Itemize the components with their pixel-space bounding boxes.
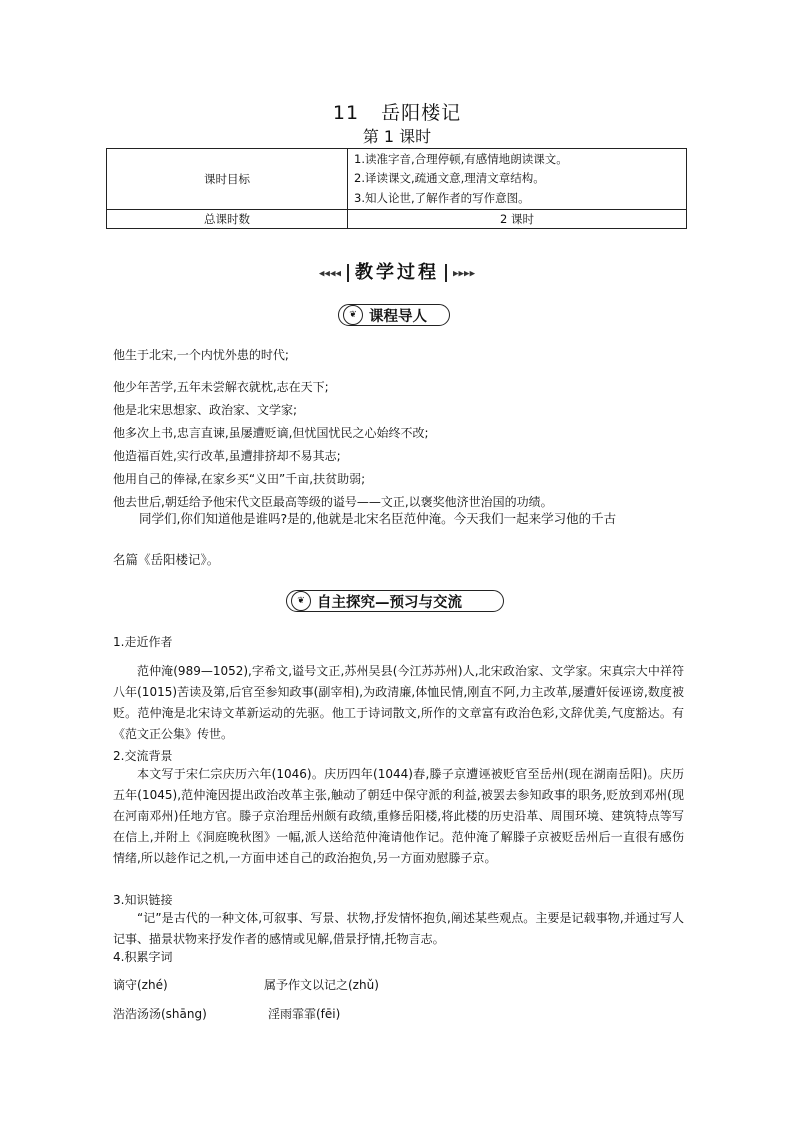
section-heading-author: 1.走近作者 xyxy=(113,635,173,649)
intro-line: 他是北宋思想家、政治家、文学家; xyxy=(113,403,298,417)
book-icon: ❦ xyxy=(291,591,311,611)
section-heading-vocab: 4.积累字词 xyxy=(113,950,173,964)
goal-label: 课时目标 xyxy=(107,149,348,210)
right-arrows-icon: ▸▸▸▸ xyxy=(453,266,476,280)
intro-line: 他少年苦学,五年未尝解衣就枕,志在天下; xyxy=(113,380,329,394)
vocab-item: 浩浩汤汤(shāng) xyxy=(113,1007,207,1021)
intro-question-end: 名篇《岳阳楼记》。 xyxy=(113,552,220,567)
goal-item: 1.读准字音,合理停顿,有感情地朗读课文。 xyxy=(354,151,568,166)
intro-line: 他多次上书,忠言直谏,虽屡遭贬谪,但忧国忧民之心始终不改; xyxy=(113,426,429,440)
vocab-item: 属予作文以记之(zhǔ) xyxy=(264,978,379,992)
intro-first-line: 他生于北宋,一个内忧外患的时代; xyxy=(113,348,289,362)
lesson-title xyxy=(0,98,794,125)
intro-pill-label: 课程导人 xyxy=(369,308,427,325)
knowledge-paragraph: “记”是古代的一种文体,可叙事、写景、状物,抒发情怀抱负,阐述某些观点。主要是记载事物,并通过写人记事、描景状物来抒发作者的感情或见解,借景抒情,托物言志。 xyxy=(113,911,684,946)
section-heading-knowledge: 3.知识链接 xyxy=(113,893,173,907)
goal-list xyxy=(348,149,687,210)
background-paragraph: 本文写于宋仁宗庆历六年(1046)。庆历四年(1044)春,滕子京遭诬被贬官至岳州(现在湖南岳阳)。庆历五年(1045),范仲淹因提出政治改革主张,触动了朝廷中保守派的利益,被罢去参知政事的职务,贬放到邓州(现在河南邓州)任地方官。滕子京治理岳州颇有政绩,重修岳阳楼,将此楼的历史沿革、周围环境、建筑特点等写在信上,并附上《洞庭晚秋图》一幅,派人送给范仲淹请他作记。范仲淹了解滕子京被贬岳州后一直很有感伤情绪,所以趁作记之机,一方面申述自己的政治抱负,另一方面劝慰滕子京。 xyxy=(113,767,684,865)
goal-item: 3.知人论世,了解作者的写作意图。 xyxy=(354,190,530,205)
intro-line: 他用自己的俸禄,在家乡买“义田”千亩,扶贫助弱; xyxy=(113,472,366,486)
lesson-goal-table xyxy=(106,148,687,229)
intro-question: 同学们,你们知道他是谁吗?是的,他就是北宋名臣范仲淹。今天我们一起来学习他的千古 xyxy=(139,511,617,526)
explore-pill xyxy=(286,590,504,612)
lesson-number: 11 xyxy=(332,102,360,124)
vocab-item: 谪守(zhé) xyxy=(113,978,168,992)
teaching-process-banner xyxy=(0,258,794,284)
intro-line: 他去世后,朝廷给予他宋代文臣最高等级的谥号——文正,以褒奖他济世治国的功绩。 xyxy=(113,495,553,509)
intro-line: 他造福百姓,实行改革,虽遭排挤却不易其志; xyxy=(113,449,341,463)
divider-bar xyxy=(347,264,349,282)
total-label: 总课时数 xyxy=(107,210,348,229)
author-paragraph: 范仲淹(989—1052),字希文,谥号文正,苏州吴县(今江苏苏州)人,北宋政治家、文学家。宋真宗大中祥符八年(1015)苦读及第,后官至参知政事(副宰相),为政清廉,体恤民情,刚直不阿,力主改革,屡遭奸佞诬谤,数度被贬。范仲淹是北宋诗文革新运动的先驱。他工于诗词散文,所作的文章富有政治色彩,文辞优美,气度豁达。有《范文正公集》传世。 xyxy=(113,664,684,741)
book-icon: ❦ xyxy=(343,305,363,325)
goal-item: 2.译读课文,疏通文意,理清文章结构。 xyxy=(354,171,545,186)
left-arrows-icon: ◂◂◂◂ xyxy=(318,266,341,280)
intro-lines xyxy=(113,376,683,514)
banner-text: 教学过程 xyxy=(355,262,439,283)
divider-bar xyxy=(445,264,447,282)
explore-pill-label: 自主探究—预习与交流 xyxy=(317,594,462,611)
intro-pill xyxy=(338,304,450,326)
lesson-name: 岳阳楼记 xyxy=(381,102,462,124)
period-subtitle: 第 1 课时 xyxy=(362,127,432,146)
section-heading-background: 2.交流背景 xyxy=(113,749,173,763)
total-value: 2 课时 xyxy=(348,210,687,229)
vocab-item: 淫雨霏霏(fēi) xyxy=(268,1007,341,1021)
